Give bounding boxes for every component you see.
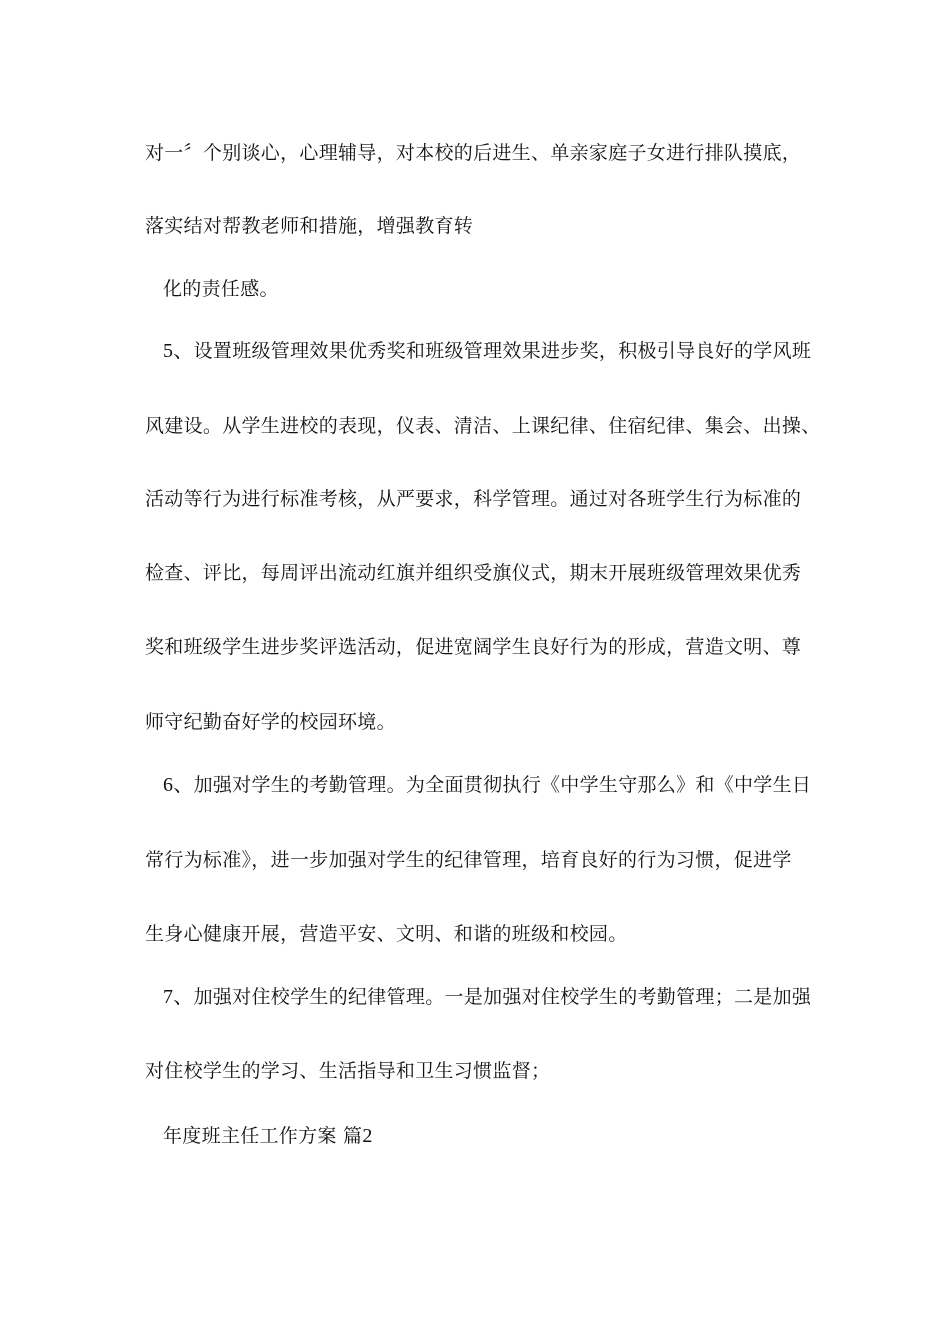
paragraph-line: 化的责任感。: [163, 278, 279, 300]
item-number: 5、: [163, 340, 194, 362]
paragraph-line: 落实结对帮教老师和措施，增强教育转: [145, 215, 474, 237]
paragraph-line: 对住校学生的学习、生活指导和卫生习惯监督；: [145, 1060, 551, 1082]
list-item-7: [163, 984, 843, 1010]
paragraph-line: 常行为标准》，进一步加强对学生的纪律管理，培育良好的行为习惯，促进学: [145, 849, 792, 871]
paragraph-line: 活动等行为进行标准考核，从严要求，科学管理。通过对各班学生行为标准的: [145, 488, 802, 510]
paragraph-line: 对一〞个别谈心，心理辅导，对本校的后进生、单亲家庭子女进行排队摸底，: [145, 142, 802, 164]
list-item-6: [163, 772, 843, 798]
paragraph-text: 设置班级管理效果优秀奖和班级管理效果进步奖，积极引导良好的学风班: [193, 340, 812, 362]
heading-text: 年度班主任工作方案 篇: [163, 1125, 363, 1147]
section-number: 2: [362, 1125, 373, 1147]
paragraph-line: 检查、评比，每周评出流动红旗并组织受旗仪式，期末开展班级管理效果优秀: [145, 562, 802, 584]
paragraph-line: 奖和班级学生进步奖评选活动，促进宽阔学生良好行为的形成，营造文明、尊: [145, 636, 802, 658]
paragraph-line: 生身心健康开展，营造平安、文明、和谐的班级和校园。: [145, 923, 628, 945]
section-heading: [163, 1123, 843, 1149]
item-number: 6、: [163, 774, 194, 796]
item-number: 7、: [163, 986, 194, 1008]
list-item-5: [163, 338, 843, 364]
paragraph-line: 风建设。从学生进校的表现，仪表、清洁、上课纪律、住宿纪律、集会、出操、: [145, 415, 821, 437]
paragraph-line: 师守纪勤奋好学的校园环境。: [145, 711, 396, 733]
paragraph-text: 加强对学生的考勤管理。为全面贯彻执行《中学生守那么》和《中学生日: [193, 774, 812, 796]
paragraph-text: 加强对住校学生的纪律管理。一是加强对住校学生的考勤管理；二是加强: [193, 986, 812, 1008]
